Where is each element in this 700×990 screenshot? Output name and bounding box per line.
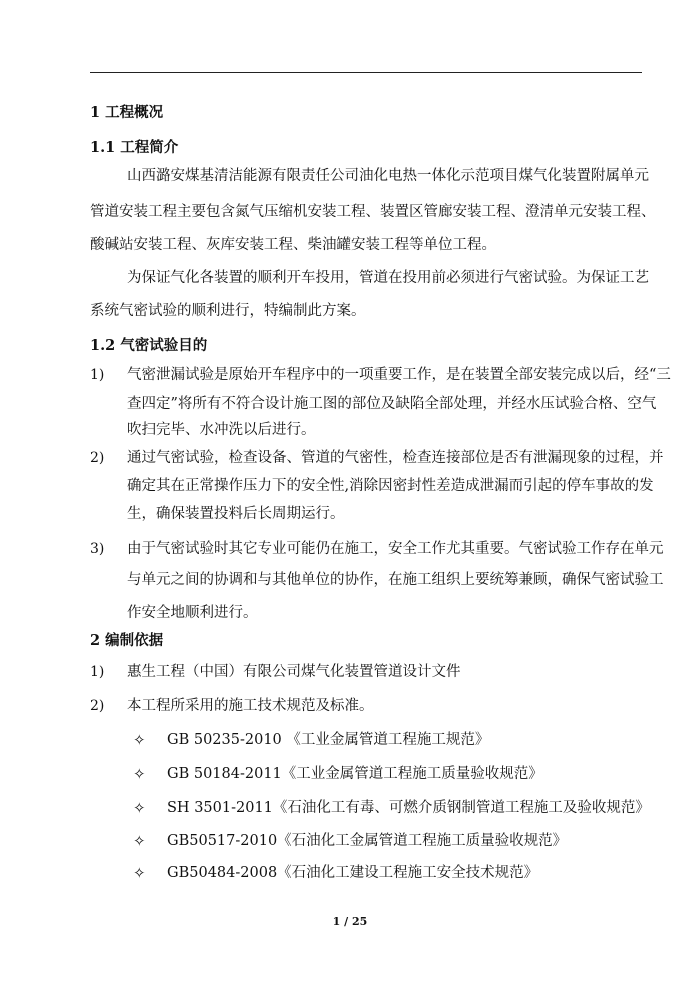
- diamond-bullet-icon: ✧: [133, 832, 146, 850]
- section-1-1-heading: 1.1 工程简介: [90, 139, 179, 156]
- list-number: 1): [90, 664, 105, 680]
- list-item-line: 本工程所采用的施工技术规范及标准。: [127, 698, 374, 714]
- list-item-line: 生，确保装置投料后长周期运行。: [127, 506, 345, 522]
- diamond-bullet-icon: ✧: [133, 765, 146, 783]
- list-item-line: 吹扫完毕、水冲洗以后进行。: [127, 422, 316, 438]
- standard-item: GB50517-2010《石油化工金属管道工程施工质量验收规范》: [167, 833, 568, 849]
- page-number: 1 / 25: [332, 915, 368, 928]
- standard-item: GB50484-2008《石油化工建设工程施工安全技术规范》: [167, 865, 539, 881]
- paragraph-line: 系统气密试验的顺利进行，特编制此方案。: [90, 303, 366, 319]
- header-rule: [90, 72, 642, 73]
- paragraph-line: 管道安装工程主要包含氮气压缩机安装工程、装置区管廊安装工程、澄清单元安装工程、: [90, 204, 656, 220]
- section-2-heading: 2 编制依据: [90, 632, 164, 649]
- list-item-line: 确定其在正常操作压力下的安全性,消除因密封性差造成泄漏而引起的停车事故的发: [127, 478, 654, 494]
- standard-item: GB 50235-2010 《工业金属管道工程施工规范》: [167, 732, 490, 748]
- list-item-line: 惠生工程（中国）有限公司煤气化装置管道设计文件: [127, 664, 461, 680]
- list-number: 3): [90, 541, 105, 557]
- list-item-line: 通过气密试验，检查设备、管道的气密性，检查连接部位是否有泄漏现象的过程，并: [127, 450, 664, 466]
- paragraph-line: 山西潞安煤基清洁能源有限责任公司油化电热一体化示范项目煤气化装置附属单元: [127, 168, 649, 184]
- list-item-line: 查四定”将所有不符合设计施工图的部位及缺陷全部处理，并经水压试验合格、空气: [127, 396, 657, 412]
- standard-item: GB 50184-2011《工业金属管道工程施工质量验收规范》: [167, 766, 543, 782]
- paragraph-line: 为保证气化各装置的顺利开车投用，管道在投用前必须进行气密试验。为保证工艺: [127, 270, 649, 286]
- diamond-bullet-icon: ✧: [133, 864, 146, 882]
- list-item-line: 由于气密试验时其它专业可能仍在施工，安全工作尤其重要。气密试验工作存在单元: [127, 541, 664, 557]
- paragraph-line: 酸碱站安装工程、灰库安装工程、柴油罐安装工程等单位工程。: [90, 237, 496, 253]
- list-number: 2): [90, 698, 105, 714]
- standard-item: SH 3501-2011《石油化工有毒、可燃介质钢制管道工程施工及验收规范》: [167, 800, 650, 816]
- diamond-bullet-icon: ✧: [133, 731, 146, 749]
- section-1-heading: 1 工程概况: [90, 104, 164, 121]
- list-item-line: 与单元之间的协调和与其他单位的协作，在施工组织上要统筹兼顾，确保气密试验工: [127, 572, 664, 588]
- list-number: 1): [90, 367, 105, 383]
- list-item-line: 气密泄漏试验是原始开车程序中的一项重要工作，是在装置全部安装完成以后，经“三: [127, 367, 671, 383]
- list-item-line: 作安全地顺利进行。: [127, 605, 258, 621]
- diamond-bullet-icon: ✧: [133, 799, 146, 817]
- list-number: 2): [90, 450, 105, 466]
- section-1-2-heading: 1.2 气密试验目的: [90, 337, 208, 354]
